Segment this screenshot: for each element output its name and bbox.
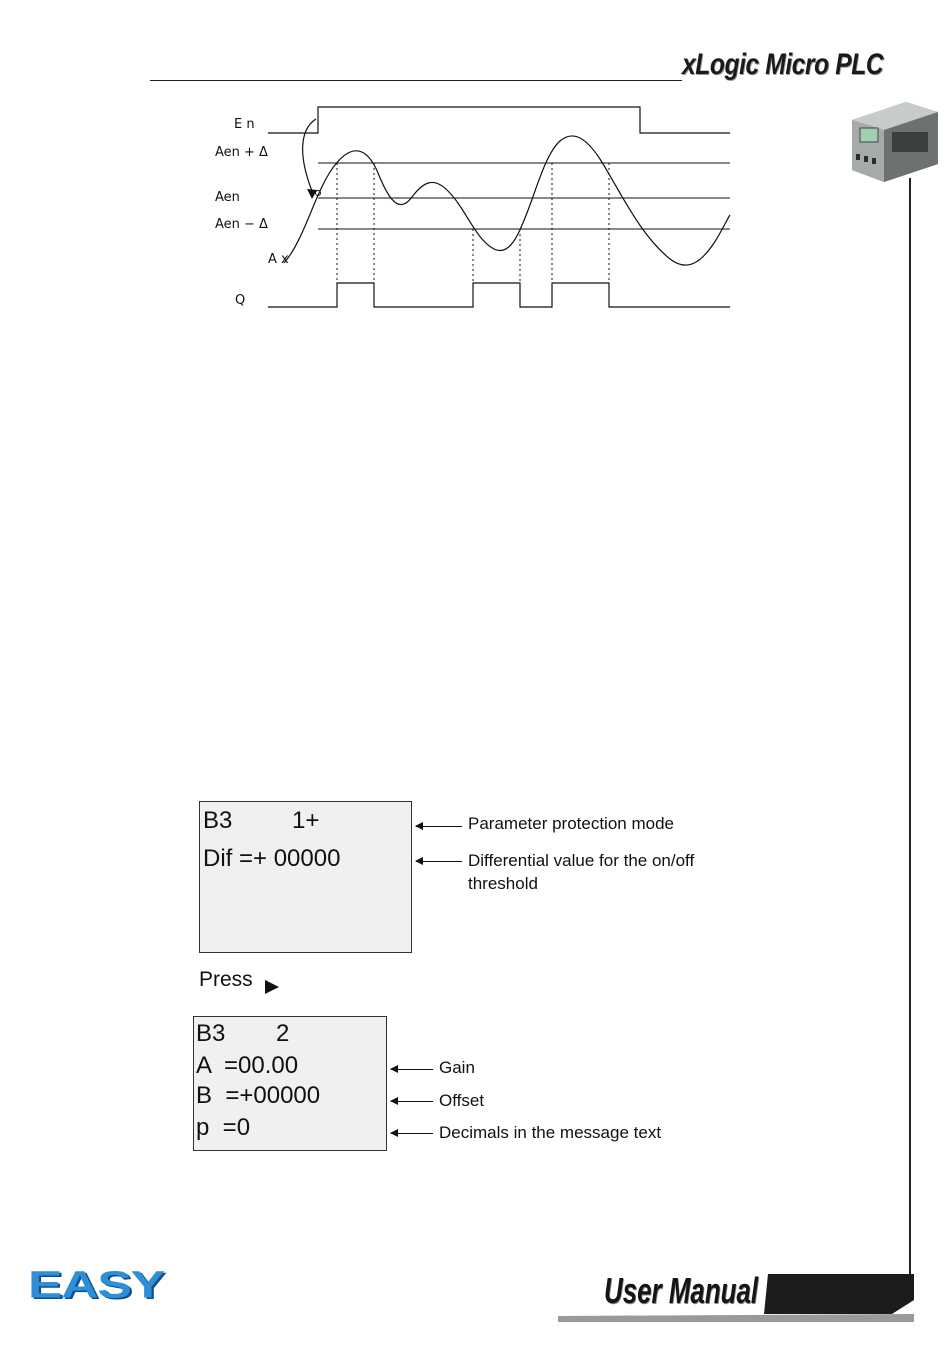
label-ax: A x: [268, 252, 289, 267]
lcd2-decimals: p =0: [196, 1114, 251, 1141]
en-signal: [268, 107, 730, 133]
ax-curve: [284, 136, 730, 265]
arrow-protection: [416, 826, 462, 827]
annotation-gain: Gain: [439, 1058, 475, 1077]
lcd2-offset: B =+00000: [196, 1082, 321, 1109]
side-rule: [909, 178, 911, 1276]
label-aen: Aen: [215, 190, 240, 205]
lcd2-gain: A =00.00: [196, 1052, 299, 1079]
annotation-threshold: threshold: [468, 874, 538, 893]
q-signal: [268, 283, 730, 307]
arrow-offset: [391, 1101, 433, 1102]
annotation-differential: Differential value for the on/off: [468, 851, 695, 870]
press-label: Press: [199, 968, 253, 991]
easy-logo: EASY: [28, 1262, 164, 1306]
lcd-display-1: [199, 801, 412, 953]
arrow-decimals: [391, 1133, 433, 1134]
footer-title: User Manual: [604, 1270, 759, 1311]
lcd1-block: B3: [203, 807, 233, 834]
plc-device-image: [846, 98, 940, 184]
label-aen-plus: Aen + Δ: [215, 145, 268, 160]
annotation-protection-mode: Parameter protection mode: [468, 814, 674, 833]
timing-diagram: [200, 95, 740, 325]
enable-arrow: [303, 119, 316, 191]
header-title: xLogic Micro PLC: [682, 48, 884, 81]
lcd1-dif: Dif =+ 00000: [203, 845, 341, 872]
right-arrow-key-icon: [265, 980, 279, 994]
header-rule: [150, 80, 682, 81]
arrow-differential: [416, 861, 462, 862]
lcd-display-2: [193, 1016, 387, 1151]
lcd2-page: 2: [276, 1020, 290, 1047]
label-q: Q: [235, 293, 246, 308]
lcd1-mode: 1+: [292, 807, 320, 834]
arrow-gain: [391, 1069, 433, 1070]
label-en: E n: [234, 117, 255, 132]
annotation-offset: Offset: [439, 1091, 485, 1110]
label-aen-minus: Aen − Δ: [215, 217, 268, 232]
lcd2-block: B3: [196, 1020, 226, 1047]
annotation-decimals: Decimals in the message text: [439, 1123, 662, 1142]
